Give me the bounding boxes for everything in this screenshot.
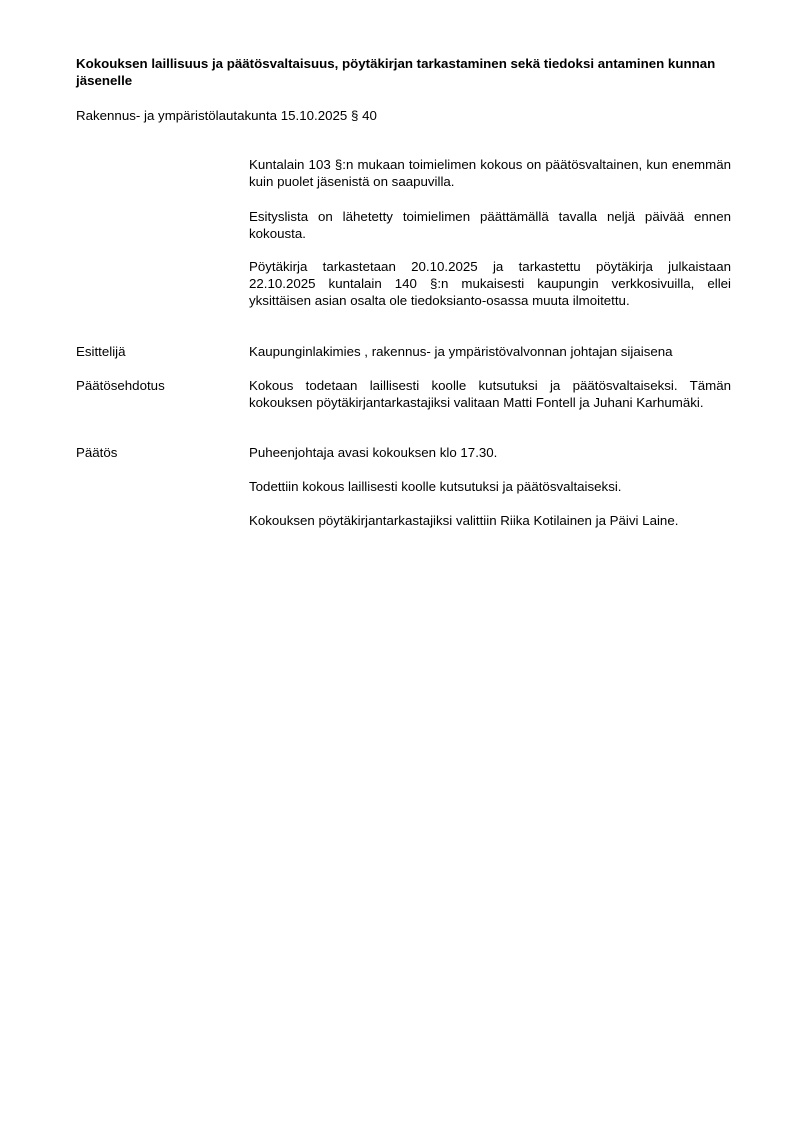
presenter-text: Kaupunginlakimies , rakennus- ja ympäristövalvonnan johtajan sijaisena [249,344,673,359]
proposal-text: Kokous todetaan laillisesti koolle kutsutuksi ja päätösvaltaiseksi. Tämän kokouksen pöytäkirjantarkastajiksi valitaan Matti Fontell ja Juhani Karhumäki. [249,378,731,410]
presenter-label: Esittelijä [76,344,126,359]
intro-paragraph-minutes: Pöytäkirja tarkastetaan 20.10.2025 ja tarkastettu pöytäkirja julkaistaan 22.10.2025 kuntalain 140 §:n mukaisesti kaupungin verkkosivuilla, ellei yksittäisen asian osalta ole tiedoksianto-osassa muuta ilmoitettu. [249,259,731,308]
decision-paragraph: Puheenjohtaja avasi kokouksen klo 17.30. [249,445,498,460]
intro-paragraph-quorum: Kuntalain 103 §:n mukaan toimielimen kokous on päätösvaltainen, kun enemmän kuin puolet jäsenistä on saapuvilla. [249,157,731,189]
section-title: Kokouksen laillisuus ja päätösvaltaisuus, pöytäkirjan tarkastaminen sekä tiedoksi antaminen kunnan jäsenelle [76,56,716,88]
intro-paragraph-agenda: Esityslista on lähetetty toimielimen päättämällä tavalla neljä päivää ennen kokousta. [249,209,731,241]
proposal-label: Päätösehdotus [76,378,165,393]
meeting-reference: Rakennus- ja ympäristölautakunta 15.10.2025 § 40 [76,108,377,123]
decision-label: Päätös [76,445,118,460]
decision-paragraph: Kokouksen pöytäkirjantarkastajiksi valittiin Riika Kotilainen ja Päivi Laine. [249,513,679,528]
decision-paragraph: Todettiin kokous laillisesti koolle kutsutuksi ja päätösvaltaiseksi. [249,479,622,494]
